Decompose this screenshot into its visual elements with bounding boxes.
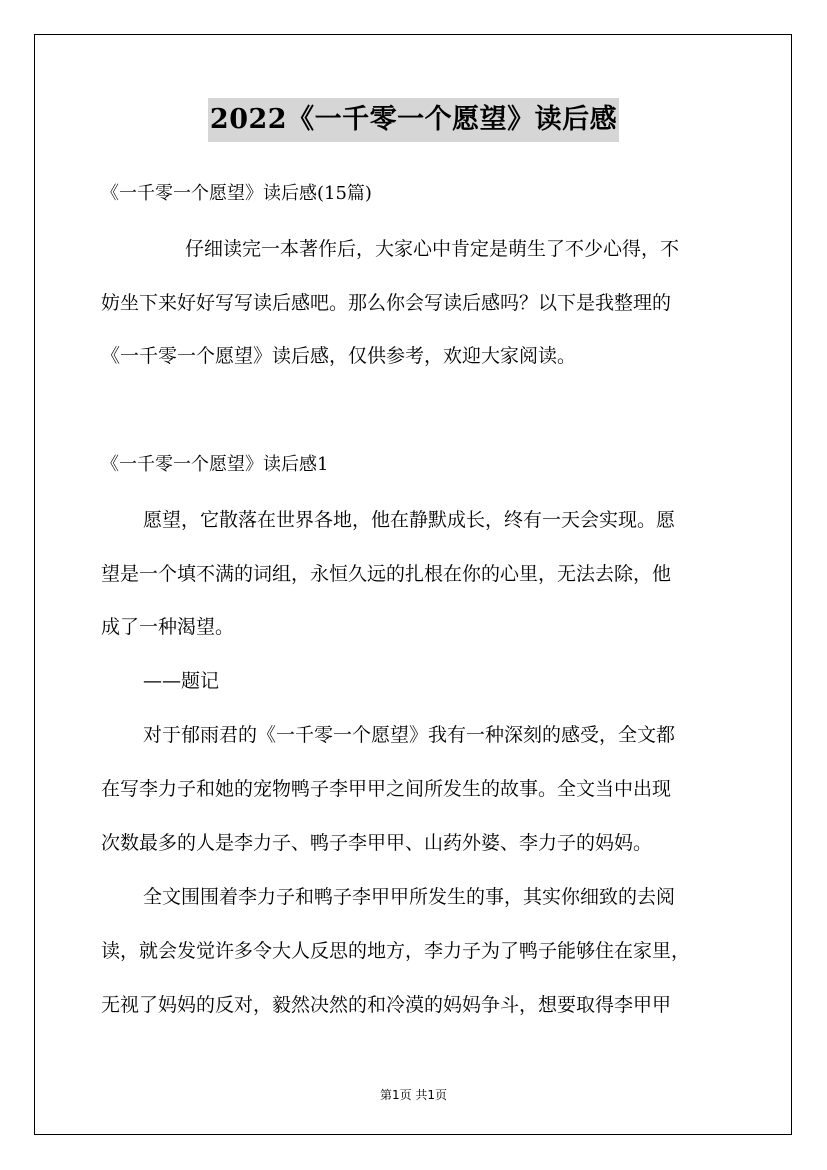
body-line-5: 对于郁雨君的《一千零一个愿望》我有一种深刻的感受，全文都 [143,724,676,746]
page-footer: 第1页 共1页 [379,1088,448,1102]
body-line-6: 在写李力子和她的宠物鸭子李甲甲之间所发生的故事。全文当中出现 [101,778,672,800]
body-line-3: 成了一种渴望。 [101,616,235,638]
body-line-1: 愿望，它散落在世界各地，他在静默成长，终有一天会实现。愿 [143,509,676,531]
body-line-7: 次数最多的人是李力子、鸭子李甲甲、山药外婆、李力子的妈妈。 [101,832,653,854]
body-line-8: 全文围围着李力子和鸭子李甲甲所发生的事，其实你细致的去阅 [143,886,676,908]
title-container [0,98,827,142]
document-title: 2022《一千零一个愿望》读后感 [208,98,619,142]
intro-line-2: 妨坐下来好好写写读后感吧。那么你会写读后感吗？以下是我整理的 [101,292,672,314]
epigraph-line: ——题记 [143,670,220,692]
intro-line-1: 仔细读完一本著作后，大家心中肯定是萌生了不少心得，不 [185,238,680,260]
body-line-9: 读，就会发觉许多令大人反思的地方，李力子为了鸭子能够住在家里， [101,940,691,962]
document-subtitle: 《一千零一个愿望》读后感(15篇) [101,183,372,204]
body-line-2: 望是一个填不满的词组，永恒久远的扎根在你的心里，无法去除，他 [101,563,672,585]
intro-line-3: 《一千零一个愿望》读后感，仅供参考，欢迎大家阅读。 [101,345,577,367]
body-line-10: 无视了妈妈的反对，毅然决然的和冷漠的妈妈争斗，想要取得李甲甲 [101,994,672,1016]
section-heading: 《一千零一个愿望》读后感1 [101,454,329,475]
